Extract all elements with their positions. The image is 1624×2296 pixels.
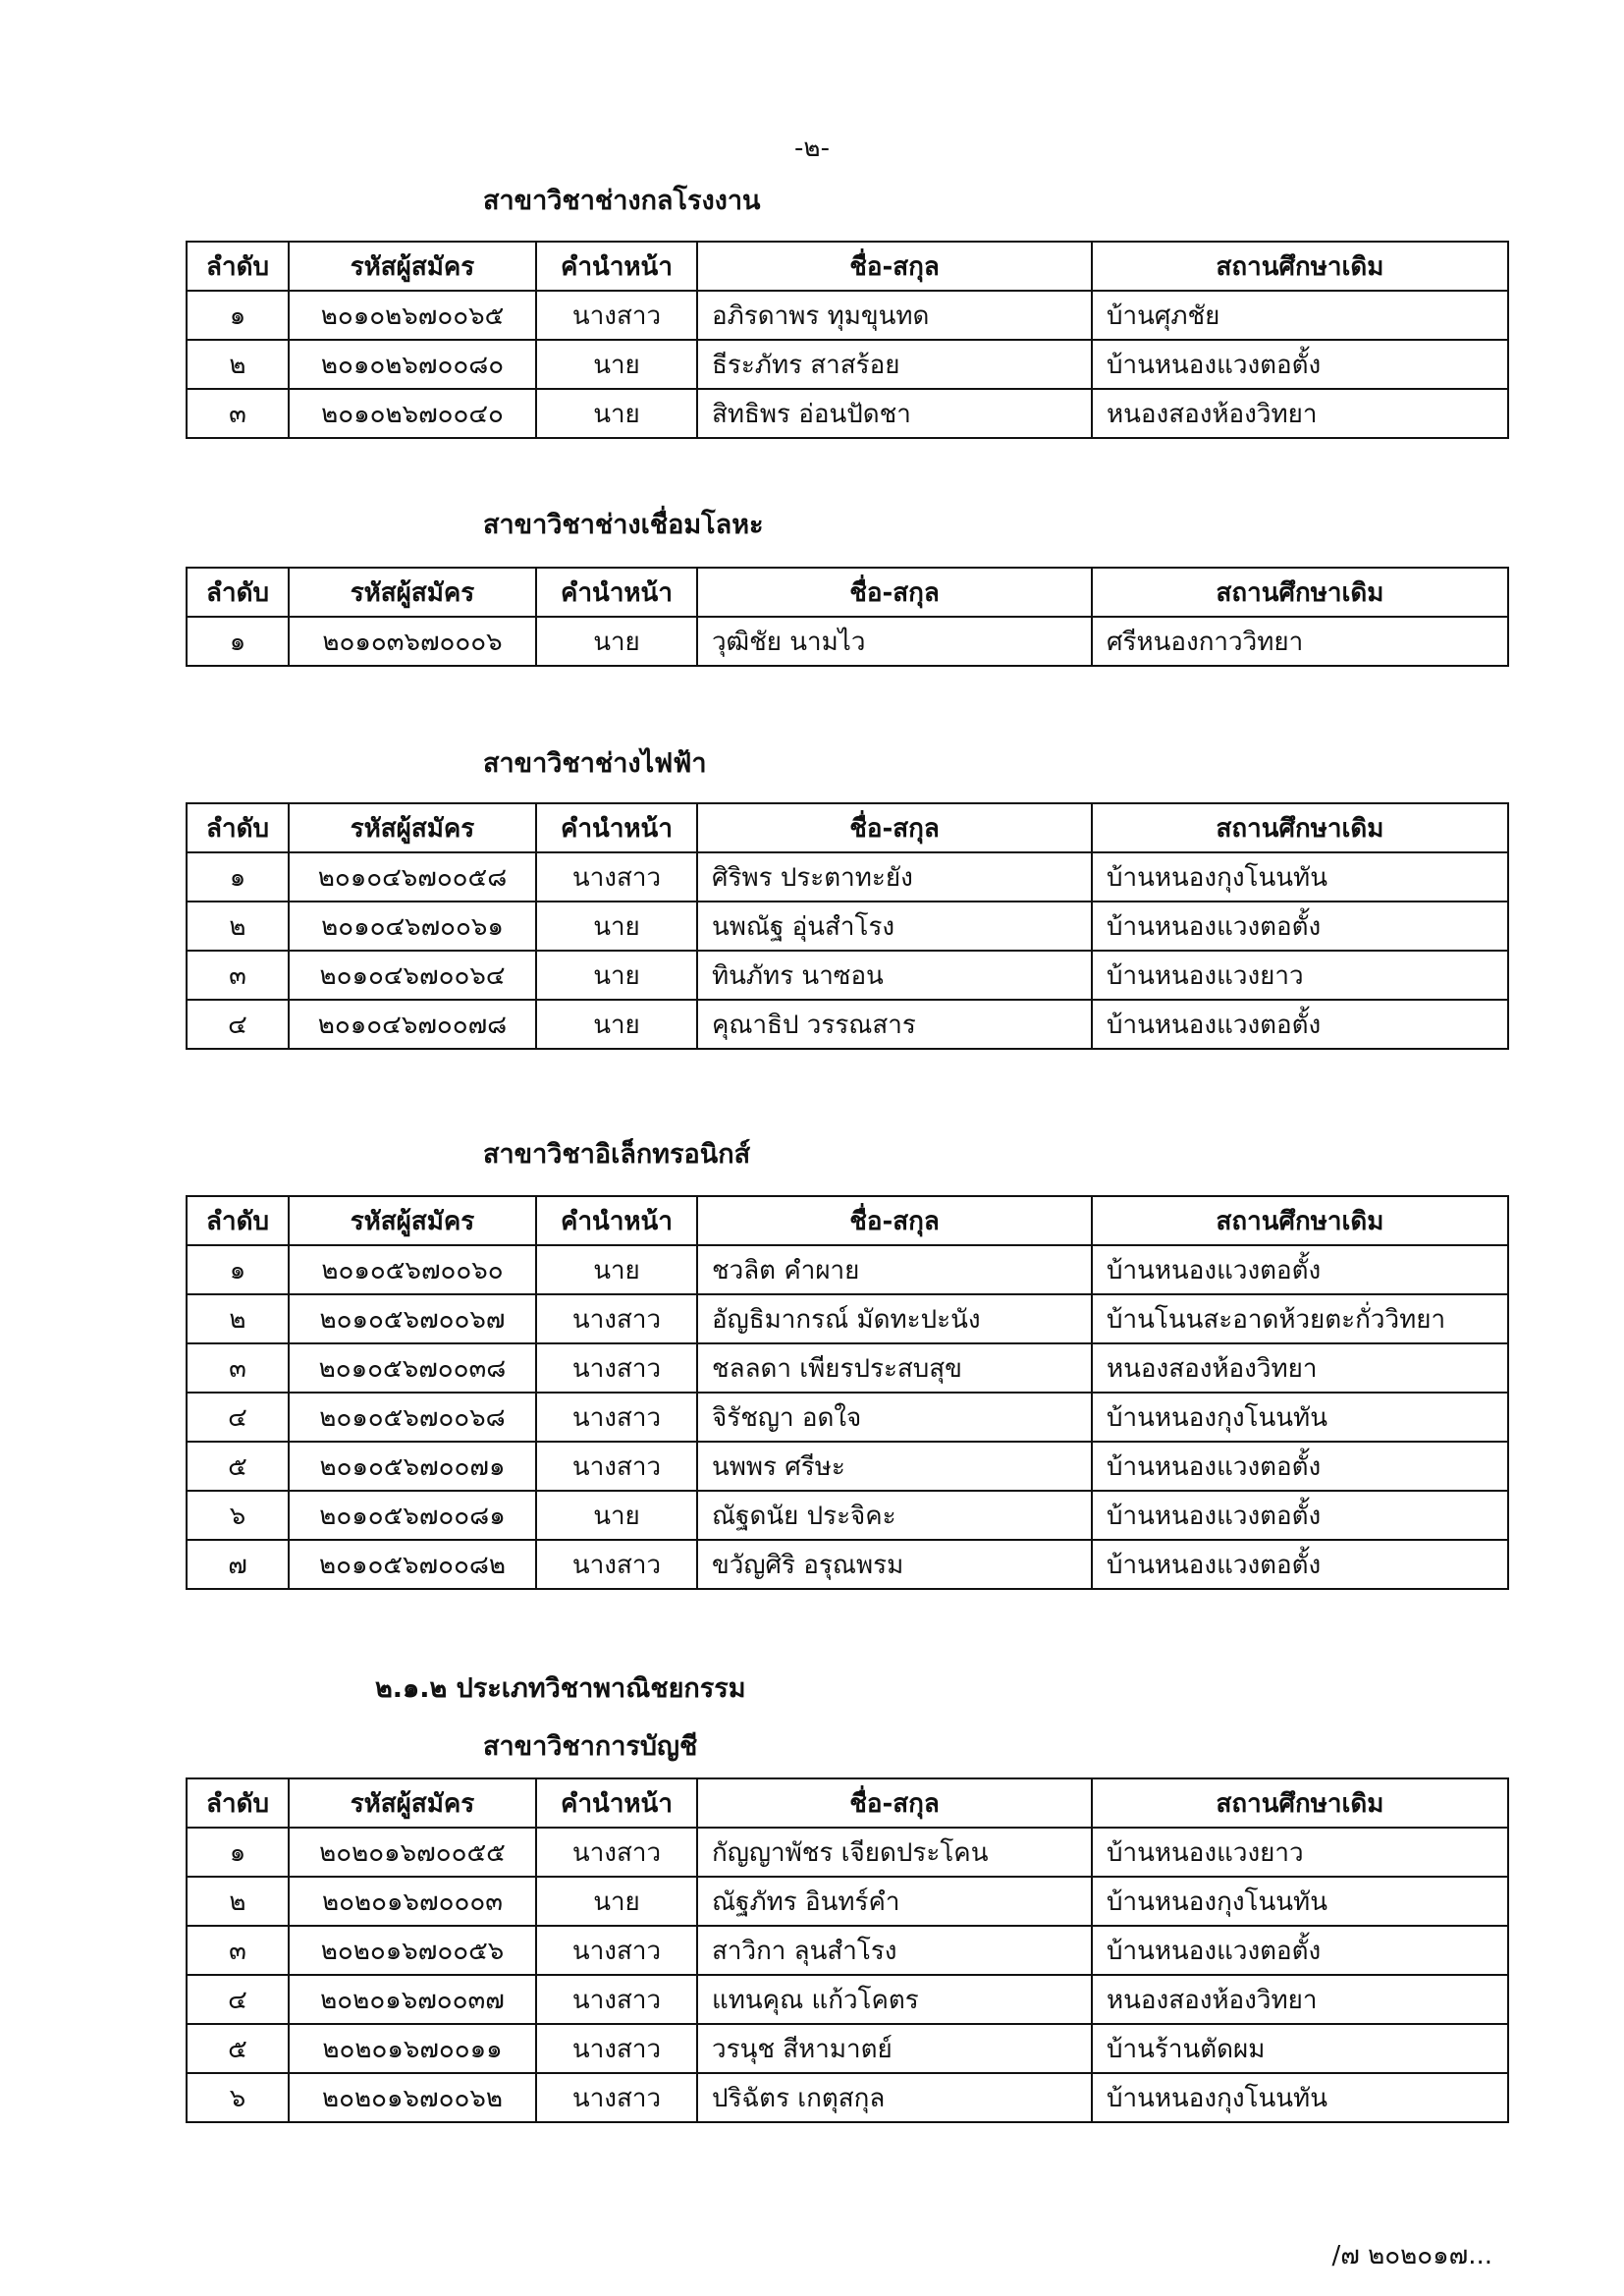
cell-prefix: นาย bbox=[536, 1491, 697, 1540]
cell-name: ศิริพร ประตาทะยัง bbox=[697, 852, 1092, 902]
cell-school: บ้านหนองแวงตอตั้ง bbox=[1092, 1442, 1508, 1491]
table-row bbox=[187, 1294, 1508, 1343]
table-row bbox=[187, 291, 1508, 340]
cell-no: ๑ bbox=[187, 852, 289, 902]
cell-prefix: นางสาว bbox=[536, 2024, 697, 2073]
cell-prefix: นาย bbox=[536, 389, 697, 438]
applicant-table bbox=[186, 1195, 1509, 1590]
cell-name: อภิรดาพร ทุมขุนทด bbox=[697, 291, 1092, 340]
column-header-school: สถานศึกษาเดิม bbox=[1092, 803, 1508, 852]
cell-name: ปริฉัตร เกตุสกุล bbox=[697, 2073, 1092, 2122]
cell-name: ชลลดา เพียรประสบสุข bbox=[697, 1343, 1092, 1393]
table-row bbox=[187, 1442, 1508, 1491]
cell-prefix: นางสาว bbox=[536, 1294, 697, 1343]
table-row bbox=[187, 1828, 1508, 1877]
column-header-id: รหัสผู้สมัคร bbox=[289, 1778, 536, 1828]
table-row bbox=[187, 1877, 1508, 1926]
cell-name: ชวลิต คำผาย bbox=[697, 1245, 1092, 1294]
column-header-school: สถานศึกษาเดิม bbox=[1092, 1778, 1508, 1828]
column-header-no: ลำดับ bbox=[187, 803, 289, 852]
cell-school: บ้านหนองแวงยาว bbox=[1092, 1828, 1508, 1877]
cell-id: ๒๐๒๐๑๖๗๐๐๐๓ bbox=[289, 1877, 536, 1926]
cell-school: บ้านหนองแวงตอตั้ง bbox=[1092, 1491, 1508, 1540]
cell-id: ๒๐๒๐๑๖๗๐๐๓๗ bbox=[289, 1975, 536, 2024]
cell-school: บ้านโนนสะอาดห้วยตะกั่ววิทยา bbox=[1092, 1294, 1508, 1343]
cell-school: บ้านหนองแวงตอตั้ง bbox=[1092, 1540, 1508, 1589]
continuation-reference: /๗ ๒๐๒๐๑๗... bbox=[1331, 2241, 1492, 2270]
table-row bbox=[187, 1926, 1508, 1975]
table-header-row bbox=[187, 1196, 1508, 1245]
cell-school: บ้านศุภชัย bbox=[1092, 291, 1508, 340]
table-row bbox=[187, 389, 1508, 438]
cell-school: บ้านหนองแวงตอตั้ง bbox=[1092, 902, 1508, 951]
cell-name: นพพร ศรีษะ bbox=[697, 1442, 1092, 1491]
cell-school: บ้านหนองแวงตอตั้ง bbox=[1092, 340, 1508, 389]
column-header-name: ชื่อ-สกุล bbox=[697, 242, 1092, 291]
cell-no: ๓ bbox=[187, 389, 289, 438]
column-header-no: ลำดับ bbox=[187, 568, 289, 617]
cell-name: ขวัญศิริ อรุณพรม bbox=[697, 1540, 1092, 1589]
table-row bbox=[187, 852, 1508, 902]
cell-school: บ้านหนองกุงโนนทัน bbox=[1092, 1877, 1508, 1926]
column-header-no: ลำดับ bbox=[187, 242, 289, 291]
cell-prefix: นางสาว bbox=[536, 1926, 697, 1975]
cell-prefix: นาย bbox=[536, 951, 697, 1000]
cell-id: ๒๐๑๐๒๖๗๐๐๔๐ bbox=[289, 389, 536, 438]
applicant-table bbox=[186, 567, 1509, 667]
cell-no: ๖ bbox=[187, 2073, 289, 2122]
column-header-school: สถานศึกษาเดิม bbox=[1092, 1196, 1508, 1245]
table-header-row bbox=[187, 803, 1508, 852]
column-header-id: รหัสผู้สมัคร bbox=[289, 803, 536, 852]
column-header-prefix: คำนำหน้า bbox=[536, 803, 697, 852]
cell-name: อัญธิมากรณ์ มัดทะปะนัง bbox=[697, 1294, 1092, 1343]
cell-id: ๒๐๑๐๒๖๗๐๐๘๐ bbox=[289, 340, 536, 389]
cell-name: ธีระภัทร สาสร้อย bbox=[697, 340, 1092, 389]
cell-prefix: นางสาว bbox=[536, 1442, 697, 1491]
cell-prefix: นางสาว bbox=[536, 1975, 697, 2024]
cell-id: ๒๐๒๐๑๖๗๐๐๑๑ bbox=[289, 2024, 536, 2073]
cell-no: ๒ bbox=[187, 1294, 289, 1343]
section-title: สาขาวิชาช่างกลโรงงาน bbox=[483, 186, 761, 216]
cell-name: กัญญาพัชร เจียดประโคน bbox=[697, 1828, 1092, 1877]
table-row bbox=[187, 2073, 1508, 2122]
table-header-row bbox=[187, 242, 1508, 291]
cell-id: ๒๐๒๐๑๖๗๐๐๕๕ bbox=[289, 1828, 536, 1877]
table-row bbox=[187, 1975, 1508, 2024]
section-title: สาขาวิชาช่างเชื่อมโลหะ bbox=[483, 510, 764, 540]
cell-no: ๑ bbox=[187, 1245, 289, 1294]
table-row bbox=[187, 1343, 1508, 1393]
cell-no: ๑ bbox=[187, 1828, 289, 1877]
cell-name: จิรัชญา อดใจ bbox=[697, 1393, 1092, 1442]
table-header-row bbox=[187, 1778, 1508, 1828]
cell-name: ณัฐดนัย ประจิคะ bbox=[697, 1491, 1092, 1540]
cell-name: ทินภัทร นาซอน bbox=[697, 951, 1092, 1000]
table-row bbox=[187, 1245, 1508, 1294]
cell-id: ๒๐๑๐๕๖๗๐๐๘๒ bbox=[289, 1540, 536, 1589]
cell-id: ๒๐๑๐๕๖๗๐๐๖๘ bbox=[289, 1393, 536, 1442]
cell-prefix: นาย bbox=[536, 340, 697, 389]
cell-no: ๔ bbox=[187, 1975, 289, 2024]
cell-id: ๒๐๑๐๔๖๗๐๐๖๑ bbox=[289, 902, 536, 951]
cell-id: ๒๐๑๐๔๖๗๐๐๕๘ bbox=[289, 852, 536, 902]
cell-prefix: นางสาว bbox=[536, 852, 697, 902]
column-header-prefix: คำนำหน้า bbox=[536, 242, 697, 291]
cell-id: ๒๐๑๐๕๖๗๐๐๖๐ bbox=[289, 1245, 536, 1294]
applicant-table bbox=[186, 1777, 1509, 2123]
cell-no: ๑ bbox=[187, 291, 289, 340]
cell-name: สาวิกา ลุนสำโรง bbox=[697, 1926, 1092, 1975]
cell-prefix: นาย bbox=[536, 1877, 697, 1926]
column-header-prefix: คำนำหน้า bbox=[536, 568, 697, 617]
cell-name: ณัฐภัทร อินทร์คำ bbox=[697, 1877, 1092, 1926]
table-row bbox=[187, 1000, 1508, 1049]
cell-no: ๕ bbox=[187, 2024, 289, 2073]
column-header-name: ชื่อ-สกุล bbox=[697, 568, 1092, 617]
cell-prefix: นางสาว bbox=[536, 2073, 697, 2122]
cell-prefix: นาย bbox=[536, 1000, 697, 1049]
cell-school: ศรีหนองกาววิทยา bbox=[1092, 617, 1508, 666]
cell-no: ๔ bbox=[187, 1000, 289, 1049]
column-header-name: ชื่อ-สกุล bbox=[697, 1778, 1092, 1828]
cell-id: ๒๐๑๐๕๖๗๐๐๘๑ bbox=[289, 1491, 536, 1540]
cell-no: ๓ bbox=[187, 1926, 289, 1975]
cell-school: บ้านหนองกุงโนนทัน bbox=[1092, 2073, 1508, 2122]
cell-no: ๑ bbox=[187, 617, 289, 666]
cell-prefix: นาย bbox=[536, 902, 697, 951]
table-row bbox=[187, 1540, 1508, 1589]
cell-school: บ้านร้านตัดผม bbox=[1092, 2024, 1508, 2073]
cell-no: ๒ bbox=[187, 1877, 289, 1926]
section-title: สาขาวิชาช่างไฟฟ้า bbox=[483, 748, 707, 779]
table-header-row bbox=[187, 568, 1508, 617]
table-row bbox=[187, 2024, 1508, 2073]
cell-name: วรนุช สีหามาตย์ bbox=[697, 2024, 1092, 2073]
cell-prefix: นางสาว bbox=[536, 1540, 697, 1589]
cell-name: วุฒิชัย นามไว bbox=[697, 617, 1092, 666]
cell-name: นพณัฐ อุ่นสำโรง bbox=[697, 902, 1092, 951]
cell-prefix: นาย bbox=[536, 617, 697, 666]
section-title: สาขาวิชาการบัญชี bbox=[483, 1731, 698, 1762]
cell-no: ๔ bbox=[187, 1393, 289, 1442]
table-row bbox=[187, 902, 1508, 951]
cell-id: ๒๐๑๐๒๖๗๐๐๖๕ bbox=[289, 291, 536, 340]
cell-id: ๒๐๑๐๕๖๗๐๐๓๘ bbox=[289, 1343, 536, 1393]
cell-school: บ้านหนองกุงโนนทัน bbox=[1092, 1393, 1508, 1442]
cell-no: ๓ bbox=[187, 951, 289, 1000]
column-header-school: สถานศึกษาเดิม bbox=[1092, 568, 1508, 617]
cell-school: บ้านหนองแวงตอตั้ง bbox=[1092, 1926, 1508, 1975]
table-row bbox=[187, 617, 1508, 666]
column-header-name: ชื่อ-สกุล bbox=[697, 1196, 1092, 1245]
cell-school: หนองสองห้องวิทยา bbox=[1092, 1975, 1508, 2024]
cell-id: ๒๐๑๐๕๖๗๐๐๖๗ bbox=[289, 1294, 536, 1343]
cell-id: ๒๐๑๐๕๖๗๐๐๗๑ bbox=[289, 1442, 536, 1491]
applicant-table bbox=[186, 241, 1509, 439]
page-number: -๒- bbox=[794, 134, 830, 163]
column-header-id: รหัสผู้สมัคร bbox=[289, 568, 536, 617]
cell-school: บ้านหนองแวงตอตั้ง bbox=[1092, 1245, 1508, 1294]
cell-prefix: นางสาว bbox=[536, 1393, 697, 1442]
cell-name: แทนคุณ แก้วโคตร bbox=[697, 1975, 1092, 2024]
cell-school: หนองสองห้องวิทยา bbox=[1092, 389, 1508, 438]
cell-id: ๒๐๑๐๓๖๗๐๐๐๖ bbox=[289, 617, 536, 666]
cell-prefix: นางสาว bbox=[536, 291, 697, 340]
cell-prefix: นาย bbox=[536, 1245, 697, 1294]
column-header-id: รหัสผู้สมัคร bbox=[289, 242, 536, 291]
column-header-id: รหัสผู้สมัคร bbox=[289, 1196, 536, 1245]
applicant-table bbox=[186, 802, 1509, 1050]
table-row bbox=[187, 1491, 1508, 1540]
cell-id: ๒๐๒๐๑๖๗๐๐๕๖ bbox=[289, 1926, 536, 1975]
cell-no: ๒ bbox=[187, 340, 289, 389]
cell-name: คุณาธิป วรรณสาร bbox=[697, 1000, 1092, 1049]
table-row bbox=[187, 951, 1508, 1000]
column-header-no: ลำดับ bbox=[187, 1196, 289, 1245]
cell-no: ๖ bbox=[187, 1491, 289, 1540]
cell-name: สิทธิพร อ่อนปัดชา bbox=[697, 389, 1092, 438]
category-title: ๒.๑.๒ ประเภทวิชาพาณิชยกรรม bbox=[375, 1673, 746, 1704]
table-row bbox=[187, 1393, 1508, 1442]
cell-school: หนองสองห้องวิทยา bbox=[1092, 1343, 1508, 1393]
cell-id: ๒๐๑๐๔๖๗๐๐๗๘ bbox=[289, 1000, 536, 1049]
column-header-prefix: คำนำหน้า bbox=[536, 1196, 697, 1245]
cell-no: ๗ bbox=[187, 1540, 289, 1589]
column-header-school: สถานศึกษาเดิม bbox=[1092, 242, 1508, 291]
section-title: สาขาวิชาอิเล็กทรอนิกส์ bbox=[483, 1139, 751, 1170]
cell-no: ๓ bbox=[187, 1343, 289, 1393]
table-row bbox=[187, 340, 1508, 389]
cell-school: บ้านหนองกุงโนนทัน bbox=[1092, 852, 1508, 902]
cell-id: ๒๐๑๐๔๖๗๐๐๖๔ bbox=[289, 951, 536, 1000]
cell-school: บ้านหนองแวงยาว bbox=[1092, 951, 1508, 1000]
cell-prefix: นางสาว bbox=[536, 1828, 697, 1877]
cell-prefix: นางสาว bbox=[536, 1343, 697, 1393]
cell-school: บ้านหนองแวงตอตั้ง bbox=[1092, 1000, 1508, 1049]
column-header-name: ชื่อ-สกุล bbox=[697, 803, 1092, 852]
column-header-no: ลำดับ bbox=[187, 1778, 289, 1828]
column-header-prefix: คำนำหน้า bbox=[536, 1778, 697, 1828]
cell-no: ๒ bbox=[187, 902, 289, 951]
cell-id: ๒๐๒๐๑๖๗๐๐๖๒ bbox=[289, 2073, 536, 2122]
cell-no: ๕ bbox=[187, 1442, 289, 1491]
